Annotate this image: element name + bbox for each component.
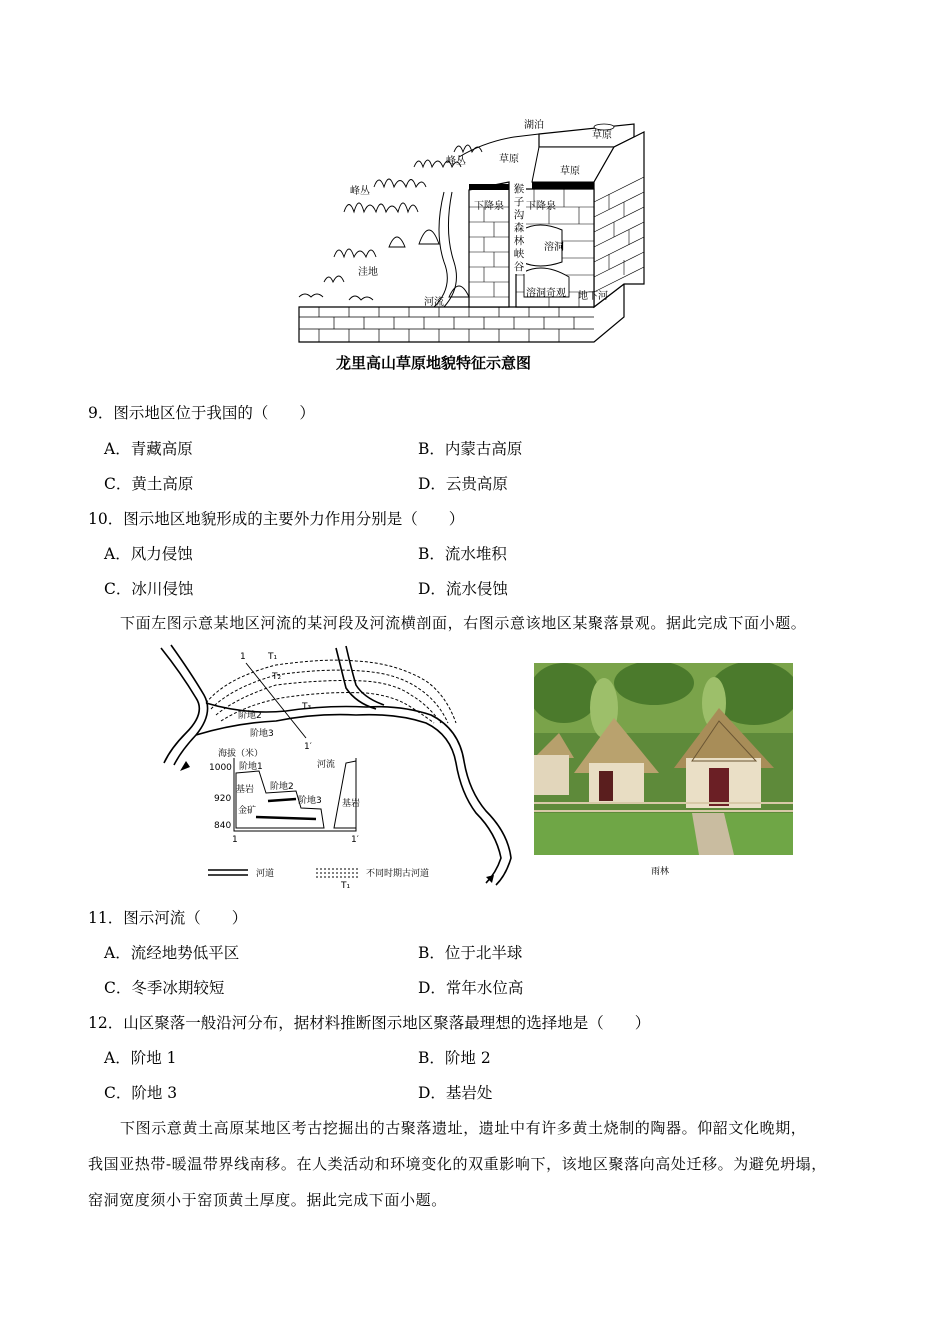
peak-cluster-hills [299,145,482,300]
label-depression: 洼地 [358,267,378,278]
map-section-end: 1′ [304,742,312,752]
label-peak-cluster-2: 峰丛 [350,186,370,197]
map-t2: T₂ [272,672,282,682]
question-10-stem: 10．图示地区地貌形成的主要外力作用分别是（ ） [88,510,465,528]
legend-channel: 河道 [256,869,275,879]
photo-caption: 雨林 [651,867,670,877]
landform-block-diagram [294,112,664,347]
question-11-stem: 11．图示河流（ ） [88,909,248,927]
profile-x-start: 1 [232,835,238,845]
legend-ancient-channel: 不同时期古河道 [366,869,430,879]
question-11-option-b[interactable]: B．位于北半球 [418,944,523,962]
question-10-option-a[interactable]: A．风力侵蚀 [104,545,193,563]
map-section-start: 1 [240,652,246,662]
question-12-stem: 12．山区聚落一般沿河分布，据材料推断图示地区聚落最理想的选择地是（ ） [88,1014,651,1032]
profile-y840: 840 [214,821,232,831]
question-9-option-a[interactable]: A．青藏高原 [104,440,193,458]
label-grassland-right: 草原 [560,166,580,177]
map-t1: T₁ [268,652,278,662]
question-10-option-c[interactable]: C．冰川侵蚀 [104,580,194,598]
label-grassland-left: 草原 [499,154,519,165]
profile-terrace2: 阶地2 [270,782,294,792]
intro-paragraph-c-line2: 我国亚热带-暖温带界线南移。在人类活动和环境变化的双重影响下，该地区聚落向高处迁移。为避免坍塌， [88,1155,827,1173]
profile-y1000: 1000 [209,763,232,773]
profile-x-end: 1′ [351,835,359,845]
intro-paragraph-c-line1: 下图示意黄土高原某地区考古挖掘出的古聚落遗址，遗址中有许多黄土烧制的陶器。仰韶文化晚期， [120,1119,807,1137]
question-12-option-c[interactable]: C．阶地 3 [104,1084,178,1102]
label-cave: 溶洞 [544,242,564,253]
question-9-option-b[interactable]: B．内蒙古高原 [418,440,523,458]
question-12-option-d[interactable]: D．基岩处 [418,1084,493,1102]
label-grassland-top: 草原 [592,130,612,141]
profile-bedrock-right: 基岩 [342,799,361,809]
label-peak-cluster-1: 峰丛 [446,156,466,167]
label-river: 河流 [424,297,444,308]
rainforest-settlement-photo [534,663,793,855]
question-10-option-b[interactable]: B．流水堆积 [418,545,507,563]
question-10-option-d[interactable]: D．流水侵蚀 [418,580,508,598]
intro-paragraph-c-line3: 窑洞宽度须小于窑顶黄土厚度。据此完成下面小题。 [88,1191,447,1209]
label-spring-right: 下降泉 [526,201,556,212]
right-plateau-block [516,124,644,307]
profile-bedrock-left: 基岩 [236,785,255,795]
question-12-option-b[interactable]: B．阶地 2 [418,1049,491,1067]
river-map-figure [156,643,528,888]
question-9-stem: 9．图示地区位于我国的（ ） [88,404,315,422]
label-underground-river: 地下河 [578,291,608,302]
profile-altitude-label: 海拔（米） [218,749,264,759]
map-legend [208,867,429,888]
profile-y920: 920 [214,794,232,804]
profile-terrace3: 阶地3 [298,796,322,806]
river-cross-section [209,747,360,845]
question-11-option-d[interactable]: D．常年水位高 [418,979,524,997]
question-12-option-a[interactable]: A．阶地 1 [104,1049,177,1067]
legend-ancient-sub: T₁ [341,881,351,888]
label-lake: 湖泊 [524,120,544,131]
map-terrace3: 阶地3 [250,729,274,739]
label-spring-left: 下降泉 [474,201,504,212]
profile-terrace1: 阶地1 [239,762,263,772]
label-cave-wonder: 溶洞奇观 [526,288,566,299]
profile-gold: 金矿 [238,806,257,816]
figure1-caption: 龙里高山草原地貌特征示意图 [336,354,532,372]
map-terrace2: 阶地2 [238,711,262,721]
question-9-option-c[interactable]: C．黄土高原 [104,475,194,493]
map-t3: T₃ [302,702,312,712]
question-11-option-a[interactable]: A．流经地势低平区 [104,944,240,962]
intro-paragraph-b: 下面左图示意某地区河流的某河段及河流横剖面，右图示意该地区某聚落景观。据此完成下面小题。 [120,614,807,632]
question-11-option-c[interactable]: C．冬季冰期较短 [104,979,225,997]
canyon-label: 猴子沟森林峡谷 [513,183,525,273]
profile-river: 河流 [317,760,336,770]
question-9-option-d[interactable]: D．云贵高原 [418,475,508,493]
